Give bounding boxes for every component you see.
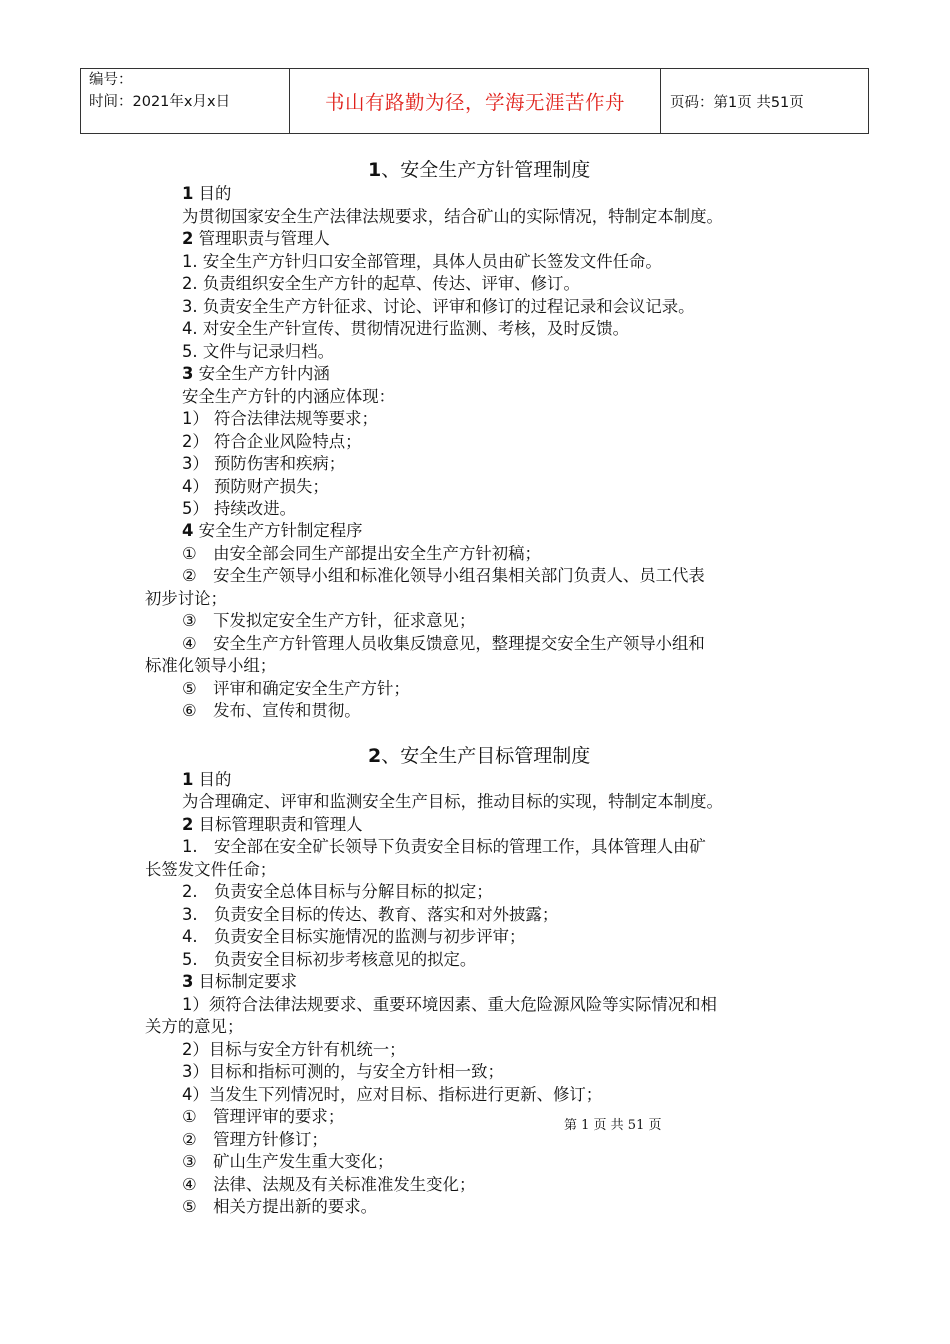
section1-line-text: 管理职责与管理人 bbox=[193, 229, 330, 248]
section1-line-text: 5） 持续改进。 bbox=[182, 499, 296, 518]
section2-line-text: 3. 负责安全目标的传达、教育、落实和对外披露； bbox=[182, 905, 559, 924]
section2-line-0 bbox=[182, 769, 231, 791]
section1-line-text: ③ 下发拟定安全生产方针，征求意见； bbox=[182, 611, 476, 630]
section2-line-8 bbox=[182, 949, 476, 971]
section2-line-text: 1. 安全部在安全矿长领导下负责安全目标的管理工作，具体管理人由矿 bbox=[182, 837, 706, 856]
section1-line-text: 5. 文件与记录归档。 bbox=[182, 342, 334, 361]
section1-line-text: 标准化领导小组； bbox=[145, 656, 277, 675]
section2-line-16 bbox=[182, 1129, 328, 1151]
page-footer: 第 1 页 共 51 页 bbox=[564, 1118, 662, 1133]
section2-line-text: ⑤ 相关方提出新的要求。 bbox=[182, 1197, 377, 1216]
section1-line-6 bbox=[182, 318, 629, 340]
section2-line-text: 4. 负责安全目标实施情况的监测与初步评审； bbox=[182, 927, 526, 946]
section2-line-text: ② 管理方针修订； bbox=[182, 1130, 328, 1149]
section2-line-6 bbox=[182, 904, 558, 926]
section2-line-text: ③ 矿山生产发生重大变化； bbox=[182, 1152, 394, 1171]
section1-line-21 bbox=[145, 655, 276, 677]
section2-line-11 bbox=[145, 1016, 243, 1038]
section1-line-text: 初步讨论； bbox=[145, 589, 227, 608]
section1-line-text: ① 由安全部会同生产部提出安全生产方针初稿； bbox=[182, 544, 541, 563]
section2-line-15 bbox=[182, 1106, 344, 1128]
section1-line-text: 2. 负责组织安全生产方针的起草、传达、评审、修订。 bbox=[182, 274, 580, 293]
section2-line-text: 2. 负责安全总体目标与分解目标的拟定； bbox=[182, 882, 493, 901]
section1-line-text: ② 安全生产领导小组和标准化领导小组召集相关部门负责人、员工代表 bbox=[182, 566, 705, 585]
section1-line-15 bbox=[182, 520, 363, 542]
section1-line-text: 2） 符合企业风险特点； bbox=[182, 432, 362, 451]
section2-line-17 bbox=[182, 1151, 393, 1173]
section2-line-text: 目标制定要求 bbox=[193, 972, 297, 991]
section2-line-text: 目的 bbox=[193, 770, 232, 789]
section1-line-10 bbox=[182, 408, 378, 430]
motto: 书山有路勤为径，学海无涯苦作舟 bbox=[290, 69, 661, 134]
section1-line-20 bbox=[182, 633, 705, 655]
section1-line-11 bbox=[182, 431, 362, 453]
section1-line-2 bbox=[182, 228, 330, 250]
section1-line-text: 安全生产方针制定程序 bbox=[193, 521, 363, 540]
section1-line-text: 3） 预防伤害和疾病； bbox=[182, 454, 346, 473]
section1-line-17 bbox=[182, 565, 705, 587]
section2-line-text: 长签发文件任命； bbox=[145, 860, 277, 879]
section1-line-0 bbox=[182, 183, 231, 205]
section2-line-2 bbox=[182, 814, 363, 836]
section2-line-text: 为合理确定、评审和监测安全生产目标，推动目标的实现，特制定本制度。 bbox=[182, 792, 723, 811]
section1-line-16 bbox=[182, 543, 541, 565]
section2-heading-num: 3 bbox=[182, 972, 194, 991]
section2-line-12 bbox=[182, 1039, 406, 1061]
section1-line-text: ⑤ 评审和确定安全生产方针； bbox=[182, 679, 410, 698]
section2-title-num: 2 bbox=[368, 745, 382, 767]
section1-line-text: ④ 安全生产方针管理人员收集反馈意见，整理提交安全生产领导小组和 bbox=[182, 634, 705, 653]
section1-line-text: ⑥ 发布、宣传和贯彻。 bbox=[182, 701, 361, 720]
section1-line-18 bbox=[145, 588, 227, 610]
section1-line-9 bbox=[182, 386, 395, 408]
section2-title-text: 、安全生产目标管理制度 bbox=[381, 745, 591, 767]
section1-line-text: 安全生产方针的内涵应体现： bbox=[182, 387, 396, 406]
section2-line-text: 5. 负责安全目标初步考核意见的拟定。 bbox=[182, 950, 477, 969]
section2-line-text: ① 管理评审的要求； bbox=[182, 1107, 345, 1126]
section2-line-1 bbox=[182, 791, 723, 813]
section2-title bbox=[368, 744, 590, 768]
section1-heading-num: 4 bbox=[182, 521, 194, 540]
section1-line-text: 安全生产方针内涵 bbox=[193, 364, 330, 383]
section2-line-9 bbox=[182, 971, 297, 993]
section1-line-1 bbox=[182, 206, 723, 228]
section1-line-8 bbox=[182, 363, 330, 385]
section2-line-5 bbox=[182, 881, 493, 903]
section1-line-text: 4） 预防财产损失； bbox=[182, 477, 329, 496]
section1-line-22 bbox=[182, 678, 410, 700]
section1-line-text: 为贯彻国家安全生产法律法规要求，结合矿山的实际情况，特制定本制度。 bbox=[182, 207, 723, 226]
section2-line-text: 关方的意见； bbox=[145, 1017, 244, 1036]
section2-line-19 bbox=[182, 1196, 377, 1218]
section2-line-text: 2）目标与安全方针有机统一； bbox=[182, 1040, 406, 1059]
section2-line-text: 3）目标和指标可测的，与安全方针相一致； bbox=[182, 1062, 504, 1081]
section1-heading-num: 1 bbox=[182, 184, 194, 203]
section1-heading-num: 3 bbox=[182, 364, 194, 383]
page-info: 页码：第1页 共51页 bbox=[661, 69, 869, 134]
section2-heading-num: 2 bbox=[182, 815, 194, 834]
section1-title-num: 1 bbox=[368, 159, 382, 181]
section1-line-text: 1. 安全生产方针归口安全部管理，具体人员由矿长签发文件任命。 bbox=[182, 252, 662, 271]
section1-line-text: 1） 符合法律法规等要求； bbox=[182, 409, 378, 428]
section1-line-7 bbox=[182, 341, 334, 363]
header-table bbox=[80, 68, 869, 134]
section2-line-13 bbox=[182, 1061, 504, 1083]
section2-heading-num: 1 bbox=[182, 770, 194, 789]
section2-line-7 bbox=[182, 926, 525, 948]
section1-line-23 bbox=[182, 700, 361, 722]
section1-line-text: 3. 负责安全生产方针征求、讨论、评审和修订的过程记录和会议记录。 bbox=[182, 297, 695, 316]
section2-line-18 bbox=[182, 1174, 475, 1196]
time-label: 时间：2021年x月x日 bbox=[89, 94, 231, 110]
section1-line-14 bbox=[182, 498, 296, 520]
number-label: 编号： bbox=[89, 72, 133, 88]
section1-line-12 bbox=[182, 453, 345, 475]
section1-heading-num: 2 bbox=[182, 229, 194, 248]
section2-line-3 bbox=[182, 836, 706, 858]
section1-title-text: 、安全生产方针管理制度 bbox=[381, 159, 591, 181]
section2-line-text: 4）当发生下列情况时，应对目标、指标进行更新、修订； bbox=[182, 1085, 603, 1104]
section2-line-10 bbox=[182, 994, 717, 1016]
section1-line-3 bbox=[182, 251, 662, 273]
section2-line-text: ④ 法律、法规及有关标准准发生变化； bbox=[182, 1175, 476, 1194]
section1-line-4 bbox=[182, 273, 580, 295]
section1-line-text: 目的 bbox=[193, 184, 232, 203]
section1-title bbox=[368, 158, 590, 182]
section2-line-text: 1）须符合法律法规要求、重要环境因素、重大危险源风险等实际情况和相 bbox=[182, 995, 717, 1014]
section1-line-13 bbox=[182, 476, 329, 498]
section1-line-text: 4. 对安全生产针宣传、贯彻情况进行监测、考核，及时反馈。 bbox=[182, 319, 630, 338]
header-left-cell bbox=[81, 69, 290, 134]
section2-line-text: 目标管理职责和管理人 bbox=[193, 815, 363, 834]
section1-line-5 bbox=[182, 296, 695, 318]
section1-line-19 bbox=[182, 610, 475, 632]
section2-line-4 bbox=[145, 859, 276, 881]
section2-line-14 bbox=[182, 1084, 602, 1106]
